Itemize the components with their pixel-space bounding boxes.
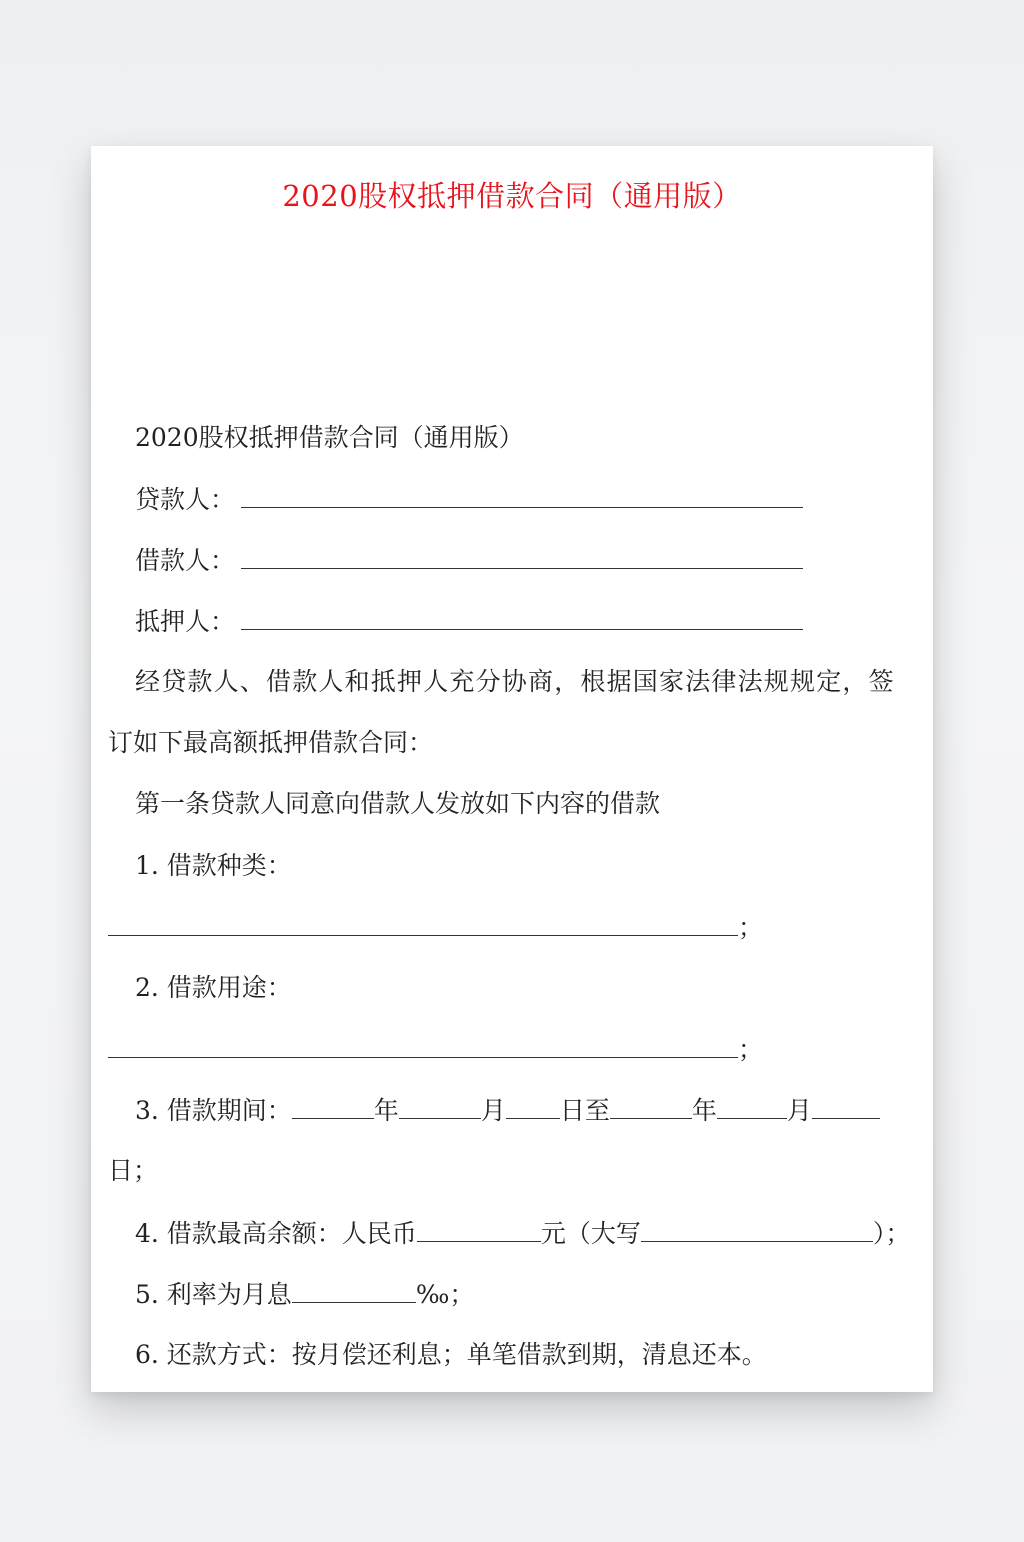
borrower-field bbox=[135, 544, 803, 577]
intro-paragraph-line1: 经贷款人、借款人和抵押人充分协商，根据国家法律法规规定，签 bbox=[135, 667, 895, 696]
item3-day1-blank bbox=[506, 1094, 560, 1119]
item4-end: ）； bbox=[872, 1219, 911, 1248]
lender-field bbox=[135, 483, 803, 516]
item3-year1-blank bbox=[292, 1094, 374, 1119]
item3-month2-blank bbox=[717, 1094, 787, 1119]
item3-month2: 月 bbox=[786, 1096, 812, 1125]
article-one-heading: 第一条贷款人同意向借款人发放如下内容的借款 bbox=[135, 789, 661, 818]
item1-blank bbox=[108, 911, 738, 936]
item1-label: 1. 借款种类： bbox=[135, 851, 292, 880]
document-page bbox=[91, 146, 933, 1392]
lender-label: 贷款人： bbox=[135, 485, 236, 514]
document-subtitle: 2020股权抵押借款合同（通用版） bbox=[135, 423, 524, 452]
item2-blank bbox=[108, 1033, 738, 1058]
item3-month1: 月 bbox=[480, 1096, 506, 1125]
item4-label: 4. 借款最高余额：人民币 bbox=[135, 1219, 417, 1248]
item4-field bbox=[135, 1217, 910, 1250]
item3-label: 3. 借款期间： bbox=[135, 1096, 292, 1125]
item5-field bbox=[135, 1278, 474, 1311]
borrower-label: 借款人： bbox=[135, 546, 236, 575]
mortgagor-field bbox=[135, 605, 803, 638]
item2-label: 2. 借款用途： bbox=[135, 973, 292, 1002]
item3-year1: 年 bbox=[373, 1096, 399, 1125]
item4-amount-blank bbox=[417, 1217, 541, 1242]
item2-field bbox=[108, 1033, 763, 1066]
intro-paragraph-line2: 订如下最高额抵押借款合同： bbox=[108, 728, 434, 757]
item4-capital-blank bbox=[641, 1217, 873, 1242]
item3-month1-blank bbox=[399, 1094, 481, 1119]
item5-label: 5. 利率为月息 bbox=[135, 1280, 292, 1309]
item6-repayment: 6. 还款方式：按月偿还利息；单笔借款到期，清息还本。 bbox=[135, 1340, 767, 1369]
item5-rate-blank bbox=[292, 1278, 416, 1303]
item3-day2-blank bbox=[812, 1094, 880, 1119]
borrower-blank bbox=[241, 544, 803, 569]
item4-yuan: 元（大写 bbox=[540, 1219, 641, 1248]
item3-field bbox=[135, 1094, 880, 1127]
mortgagor-blank bbox=[241, 605, 803, 630]
item5-end: ‰； bbox=[415, 1280, 475, 1309]
item3-day-end: 日； bbox=[108, 1156, 159, 1185]
item3-day-to: 日至 bbox=[559, 1096, 610, 1125]
item3-year2: 年 bbox=[691, 1096, 717, 1125]
mortgagor-label: 抵押人： bbox=[135, 607, 236, 636]
document-title: 2020股权抵押借款合同（通用版） bbox=[282, 179, 742, 213]
lender-blank bbox=[241, 483, 803, 508]
item2-end: ； bbox=[738, 1035, 764, 1064]
item1-field bbox=[108, 911, 763, 944]
item3-year2-blank bbox=[610, 1094, 692, 1119]
item1-end: ； bbox=[738, 913, 764, 942]
